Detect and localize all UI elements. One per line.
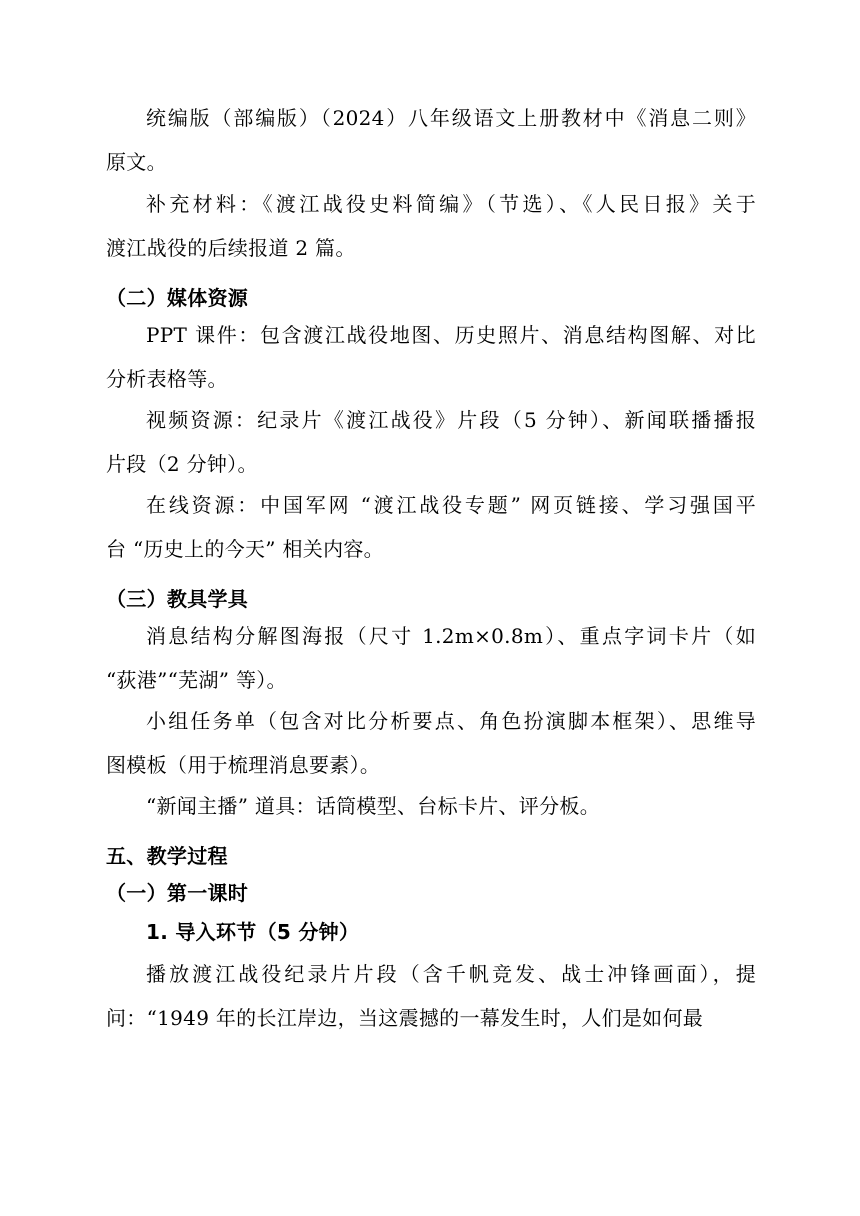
media-paragraph-3-line-2: 台 “历史上的今天” 相关内容。 xyxy=(106,537,384,561)
intro-paragraph-line-2: 问：“1949 年的长江岸边，当这震撼的一幕发生时，人们是如何最 xyxy=(106,1006,704,1030)
materials-paragraph-2-line-1: 补充材料：《渡江战役史料简编》（节选）、《人民日报》关于 xyxy=(146,192,756,216)
media-paragraph-2-line-2: 片段（2 分钟）。 xyxy=(106,452,258,476)
teaching-process-heading: 五、教学过程 xyxy=(106,844,228,868)
tools-paragraph-2-line-2: 图模板（用于梳理消息要素）。 xyxy=(106,753,381,777)
teaching-tools-heading: （三）教具学具 xyxy=(106,587,249,611)
tools-paragraph-1-line-1: 消息结构分解图海报（尺寸 1.2m×0.8m）、重点字词卡片（如 xyxy=(146,624,756,648)
media-resources-heading: （二）媒体资源 xyxy=(106,286,249,310)
tools-paragraph-2-line-1: 小组任务单（包含对比分析要点、角色扮演脚本框架）、思维导 xyxy=(146,709,756,733)
materials-paragraph-2-line-2: 渡江战役的后续报道 2 篇。 xyxy=(106,236,356,260)
media-paragraph-3-line-1: 在线资源：中国军网 “渡江战役专题” 网页链接、学习强国平 xyxy=(146,493,756,517)
media-paragraph-1-line-2: 分析表格等。 xyxy=(106,367,228,391)
intro-paragraph-line-1: 播放渡江战役纪录片片段（含千帆竞发、战士冲锋画面），提 xyxy=(146,962,756,986)
media-paragraph-2-line-1: 视频资源：纪录片《渡江战役》片段（5 分钟）、新闻联播播报 xyxy=(146,408,756,432)
tools-paragraph-3-line-1: “新闻主播” 道具：话筒模型、台标卡片、评分板。 xyxy=(146,794,601,818)
materials-paragraph-1-line-2: 原文。 xyxy=(106,150,167,174)
media-paragraph-1-line-1: PPT 课件：包含渡江战役地图、历史照片、消息结构图解、对比 xyxy=(146,323,756,347)
materials-paragraph-1-line-1: 统编版（部编版）（2024）八年级语文上册教材中《消息二则》 xyxy=(146,106,756,130)
first-lesson-heading: （一）第一课时 xyxy=(106,881,249,905)
tools-paragraph-1-line-2: “荻港”“芜湖” 等）。 xyxy=(106,668,287,692)
intro-step-heading: 1. 导入环节（5 分钟） xyxy=(146,920,360,944)
